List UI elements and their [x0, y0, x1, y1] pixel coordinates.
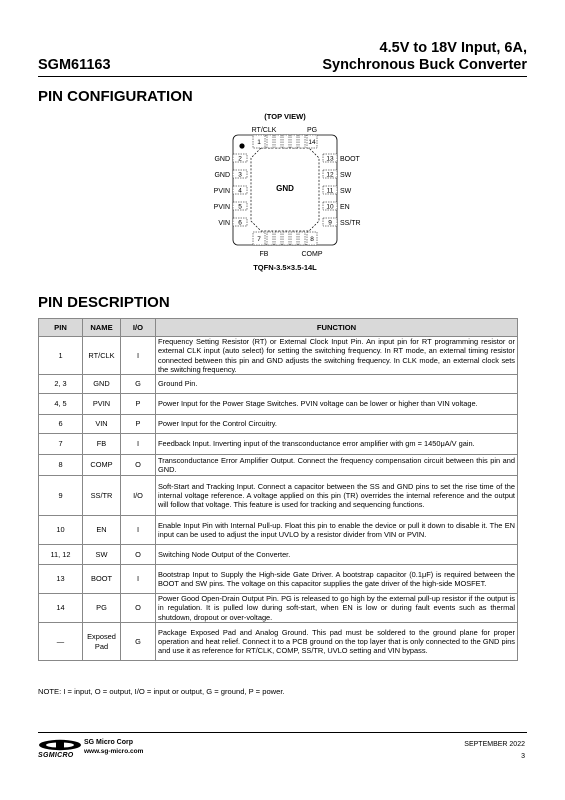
column-header-function: FUNCTION	[156, 319, 518, 337]
cell-pin: 7	[39, 434, 83, 455]
cell-io: I/O	[121, 476, 156, 516]
cell-function: Transconductance Error Amplifier Output. Connect the frequency compensation circuit between this pin and GND.	[156, 455, 518, 476]
cell-function: Feedback Input. Inverting input of the transconductance error amplifier with gm = 1450μA/V gain.	[156, 434, 518, 455]
cell-function: Power Input for the Control Circuitry.	[156, 415, 518, 434]
cell-io: O	[121, 594, 156, 623]
cell-pin: 14	[39, 594, 83, 623]
column-header-name: NAME	[83, 319, 121, 337]
right-label-sw-11: SW	[340, 188, 352, 195]
table-row	[39, 337, 518, 375]
right-label-sw-12: SW	[340, 172, 352, 179]
sgmicro-logo-icon	[38, 739, 82, 751]
cell-name: SS/TR	[83, 476, 121, 516]
table-row	[39, 434, 518, 455]
pin-number-8: 8	[310, 236, 314, 243]
cell-name: VIN	[83, 415, 121, 434]
company-logo	[38, 738, 158, 762]
table-row	[39, 516, 518, 545]
pin-number-11: 11	[326, 187, 334, 195]
cell-name: RT/CLK	[83, 337, 121, 375]
cell-pin: 1	[39, 337, 83, 375]
table-row	[39, 594, 518, 623]
cell-name: EN	[83, 516, 121, 545]
cell-io: I	[121, 565, 156, 594]
table-row	[39, 623, 518, 661]
cell-io: I	[121, 434, 156, 455]
title-line-2: Synchronous Buck Converter	[322, 57, 527, 73]
package-label: TQFN-3.5×3.5-14L	[253, 263, 317, 272]
part-number: SGM61163	[38, 57, 111, 73]
table-row	[39, 455, 518, 476]
pin-number-4: 4	[238, 187, 242, 195]
cell-function: Power Good Open-Drain Output Pin. PG is released to go high by the external pull-up resistor if the output is in regulation. It is pulled low during soft-start, when EN is low or during fault events such as thermal shutdown, dropout or over-voltage.	[156, 594, 518, 623]
left-label-pvin-4: PVIN	[213, 188, 230, 195]
table-row	[39, 476, 518, 516]
title-line-1: 4.5V to 18V Input, 6A,	[379, 40, 527, 56]
cell-io: O	[121, 545, 156, 565]
cell-function: Frequency Setting Resistor (RT) or External Clock Input Pin. An input pin for RT programming resistor or external CLK input (auto select) for setting the switching frequency. In RT mode, an external timing resistor connected between this pin and GND adjusts the switching frequency. In CLK mode, an external clock sets the switching frequency.	[156, 337, 518, 375]
pin-number-7: 7	[257, 236, 261, 243]
cell-name: Exposed Pad	[83, 623, 121, 661]
table-row	[39, 565, 518, 594]
pin-number-13: 13	[326, 155, 334, 163]
cell-function: Soft-Start and Tracking Input. Connect a capacitor between the SS and GND pins to set the rise time of the internal voltage reference. A voltage applied on this pin (TR) overrides the internal reference and the output will follow that voltage. This feature is used for tracking and sequencing functions.	[156, 476, 518, 516]
pin-description-heading: PIN DESCRIPTION	[38, 294, 170, 311]
cell-io: I	[121, 516, 156, 545]
publication-date: SEPTEMBER 2022	[464, 741, 525, 748]
cell-name: GND	[83, 375, 121, 394]
cell-io: P	[121, 394, 156, 415]
cell-name: FB	[83, 434, 121, 455]
left-label-pvin-5: PVIN	[213, 204, 230, 211]
cell-name: PG	[83, 594, 121, 623]
cell-io: I	[121, 337, 156, 375]
cell-function: Package Exposed Pad and Analog Ground. This pad must be soldered to the ground plane for proper operation and heat relief. Connect it to a PCB ground on the top layer that is only connected to the GND pins and use it as reference for RT/CLK, COMP, SS/TR, UVLO setting and VIN bypass.	[156, 623, 518, 661]
right-label-sstr-9: SS/TR	[340, 220, 361, 227]
table-row	[39, 394, 518, 415]
left-label-vin-6: VIN	[218, 220, 230, 227]
cell-name: SW	[83, 545, 121, 565]
cell-pin: 8	[39, 455, 83, 476]
pin1-marker	[239, 143, 244, 148]
pin-number-14: 14	[308, 139, 316, 146]
pin-number-1: 1	[257, 139, 261, 146]
cell-pin: 10	[39, 516, 83, 545]
right-label-boot-13: BOOT	[340, 156, 360, 163]
top-label-rtclk: RT/CLK	[251, 127, 277, 134]
top-view-label: (TOP VIEW)	[264, 112, 306, 121]
pin-number-5: 5	[238, 203, 242, 211]
cell-pin: 4, 5	[39, 394, 83, 415]
pin-number-9: 9	[328, 219, 332, 227]
table-note: NOTE: I = input, O = output, I/O = input or output, G = ground, P = power.	[38, 687, 285, 696]
pin-number-10: 10	[326, 203, 334, 211]
cell-pin: 9	[39, 476, 83, 516]
bottom-label-comp: COMP	[301, 251, 323, 258]
pin-description-table	[38, 318, 518, 661]
cell-function: Switching Node Output of the Converter.	[156, 545, 518, 565]
cell-pin: 2, 3	[39, 375, 83, 394]
pin-configuration-heading: PIN CONFIGURATION	[38, 88, 193, 105]
cell-name: PVIN	[83, 394, 121, 415]
left-label-gnd-3: GND	[214, 172, 230, 179]
cell-pin: —	[39, 623, 83, 661]
document-title	[322, 40, 527, 74]
pin-number-6: 6	[238, 219, 242, 227]
pin-number-2: 2	[238, 155, 242, 163]
table-row	[39, 415, 518, 434]
footer-divider	[38, 732, 527, 733]
cell-pin: 13	[39, 565, 83, 594]
cell-name: COMP	[83, 455, 121, 476]
cell-pin: 11, 12	[39, 545, 83, 565]
table-row	[39, 545, 518, 565]
brand-wordmark: SGMICRO	[38, 752, 74, 759]
top-label-pg: PG	[306, 127, 318, 134]
pin-number-3: 3	[238, 171, 242, 179]
company-name: SG Micro Corp	[84, 739, 134, 746]
cell-function: Enable Input Pin with Internal Pull-up. Float this pin to enable the device or pull it down to disable it. The EN input can be used to adjust the input UVLO by a resistor divider from VIN or PVIN.	[156, 516, 518, 545]
cell-io: O	[121, 455, 156, 476]
table-header-row	[39, 319, 518, 337]
cell-io: G	[121, 623, 156, 661]
page-number: 3	[521, 753, 525, 760]
center-gnd-label: GND	[276, 184, 294, 193]
table-row	[39, 375, 518, 394]
cell-function: Ground Pin.	[156, 375, 518, 394]
pin-diagram	[195, 108, 375, 278]
bottom-label-fb: FB	[259, 251, 269, 258]
right-label-en-10: EN	[340, 204, 350, 211]
cell-io: P	[121, 415, 156, 434]
cell-pin: 6	[39, 415, 83, 434]
cell-name: BOOT	[83, 565, 121, 594]
column-header-io: I/O	[121, 319, 156, 337]
cell-function: Bootstrap Input to Supply the High-side Gate Driver. A bootstrap capacitor (0.1μF) is required between the BOOT and SW pins. The voltage on this capacitor supplies the gate driver of the high-side MOSFET.	[156, 565, 518, 594]
column-header-pin: PIN	[39, 319, 83, 337]
left-label-gnd-2: GND	[214, 156, 230, 163]
pin-number-12: 12	[326, 171, 334, 179]
cell-function: Power Input for the Power Stage Switches. PVIN voltage can be lower or higher than VIN voltage.	[156, 394, 518, 415]
header-divider	[38, 76, 527, 77]
cell-io: G	[121, 375, 156, 394]
company-website: www.sg-micro.com	[84, 748, 144, 755]
